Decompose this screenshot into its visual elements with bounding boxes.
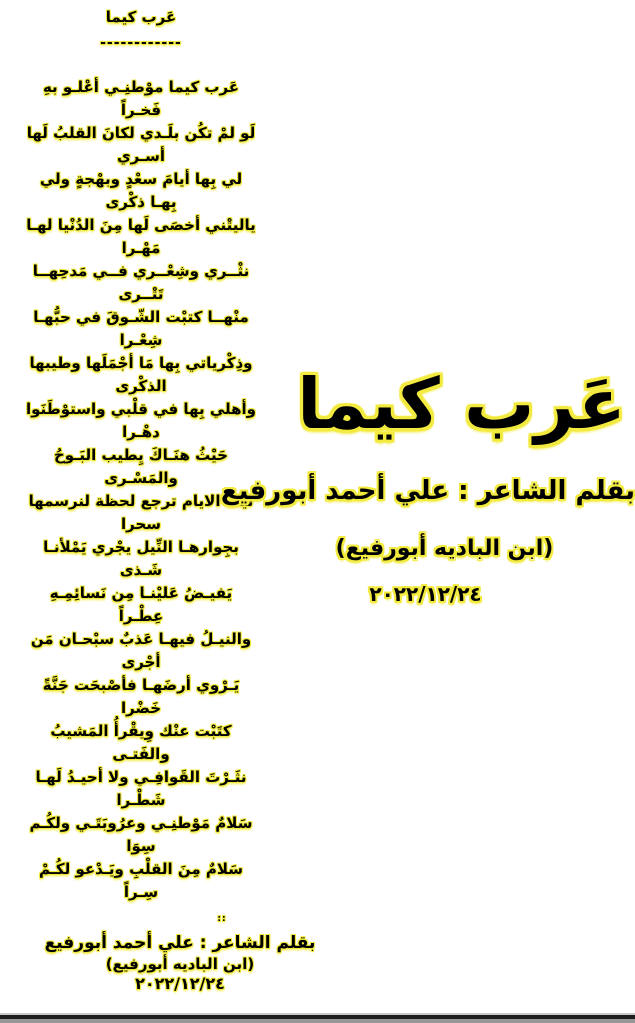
verse-text: نثَـرْتَ القَوافِـي ولا أحيـدُ لَهـا bbox=[35, 768, 247, 786]
verse-text: منْهــا كتبْت الشّـوقَ في حبُّهـا bbox=[33, 308, 249, 326]
footer-date: ٢٠٢٢/١٢/٢٤ bbox=[135, 974, 225, 993]
verse-text: نثْــري وشِعْــري فــي مَدحِهــا bbox=[32, 262, 250, 280]
poem-verse bbox=[0, 214, 282, 260]
verse-tail: الذكْرى bbox=[115, 377, 167, 395]
verse-tail: أسـري bbox=[116, 147, 166, 165]
poem-verse bbox=[0, 858, 282, 904]
verse-tail: عِطْـراً bbox=[118, 607, 164, 625]
verse-tail: سِـراً bbox=[123, 883, 159, 901]
banner-date: ٢٠٢٢/١٢/٢٤ bbox=[369, 582, 482, 606]
poem-verse bbox=[0, 168, 282, 214]
poem-verse bbox=[0, 720, 282, 766]
verse-text: يَـرْوي أرضَهـا فأصْبحَت جَنَّةً bbox=[42, 676, 240, 694]
left-footer bbox=[39, 913, 321, 994]
verse-text: لي بِها أيامَ سعْدٍ وبهْجةٍ ولي bbox=[39, 170, 243, 188]
verse-tail: فَخـراً bbox=[120, 101, 162, 119]
verse-text: لَو لمْ تكُن بلَـدي لكانَ القلبُ لَها bbox=[26, 124, 256, 142]
verse-text: ليت الايام ترجع لحظة لنرسمها bbox=[28, 492, 254, 510]
poem-verse bbox=[0, 398, 282, 444]
page-bottom-border bbox=[0, 1012, 635, 1023]
verse-tail: تَتْــرى bbox=[118, 285, 164, 303]
verse-text: والنيـلُ فيهـا عَذبٌ سبْحـان مَن bbox=[30, 630, 252, 648]
verse-text: ياليتْني أخصَى لَها مِنَ الدُنْيا لهـا bbox=[26, 216, 256, 234]
verse-text: وأهلي بِها في قلْبي واستوْطَنَوا bbox=[25, 400, 256, 418]
verse-text: سَلامٌ مِنَ القلْبِ ويَـدْعو لكُـمْ bbox=[38, 860, 244, 878]
banner-title: عَرب كيما bbox=[297, 363, 626, 445]
poem-verse bbox=[0, 812, 282, 858]
poem-verse bbox=[0, 628, 282, 674]
poem-verse bbox=[0, 766, 282, 812]
poem-verse bbox=[0, 260, 282, 306]
footer-byline: بقلم الشاعر : علي أحمد أبورفيع bbox=[44, 933, 316, 953]
poem-verse bbox=[0, 674, 282, 720]
verse-tail: سِوَا bbox=[126, 837, 156, 855]
verse-text: عَرب كيما موْطنِـي أعْلـو بهِ bbox=[42, 78, 240, 96]
verse-tail: مَهْـرا bbox=[121, 239, 161, 257]
footer-mark: :: bbox=[217, 914, 227, 924]
footer-alias: (ابن الباديه أبورفيع) bbox=[105, 955, 255, 973]
verse-tail: والمَسْـرى bbox=[104, 469, 178, 487]
verse-text: كتَبْت عنْك وِيقْرأُ المَشيبُ bbox=[50, 722, 232, 740]
verse-tail: شَـذى bbox=[119, 561, 163, 579]
poem-verse bbox=[0, 352, 282, 398]
verse-tail: بِهـا ذكْرى bbox=[105, 193, 177, 211]
poem-verse bbox=[0, 122, 282, 168]
verse-tail: شَطْـرا bbox=[116, 791, 166, 809]
verse-text: سَلامٌ مَوْطنِـي وعرُوبَتَـي ولكُـم bbox=[29, 814, 253, 832]
verse-tail: خَضْرا bbox=[120, 699, 162, 717]
verse-tail: دهْـرا bbox=[122, 423, 160, 441]
verse-tail: شِعْـرا bbox=[119, 331, 163, 349]
title-banner bbox=[220, 348, 635, 608]
verse-text: وذِكْرياتي بِها مَا أجْمَلَها وطيبها bbox=[29, 354, 253, 372]
verse-tail: والفَتـى bbox=[112, 745, 170, 763]
divider-dashes: ------------ bbox=[100, 35, 182, 51]
verse-text: يَفيـضُ عَليْنـا مِن نَسائِمِـهِ bbox=[49, 584, 233, 602]
banner-byline: بقلم الشاعر : علي أحمد أبورفيع bbox=[220, 476, 635, 506]
verse-text: بجِوارهـا النِّيل يجْري يَمْلأنـا bbox=[43, 538, 239, 556]
poem-verse bbox=[0, 582, 282, 628]
poem-title: عَرب كيما bbox=[105, 8, 177, 26]
verse-text: حَيْثُ هنَـاكَ يِطيب البَـوحُ bbox=[54, 446, 228, 464]
banner-alias: (ابن الباديه أبورفيع) bbox=[335, 536, 554, 561]
poem-verse bbox=[0, 76, 282, 122]
verse-tail: سحرا bbox=[120, 515, 162, 533]
poem-verse bbox=[0, 536, 282, 582]
poem-verse bbox=[0, 306, 282, 352]
verse-tail: أجْرى bbox=[121, 653, 161, 671]
